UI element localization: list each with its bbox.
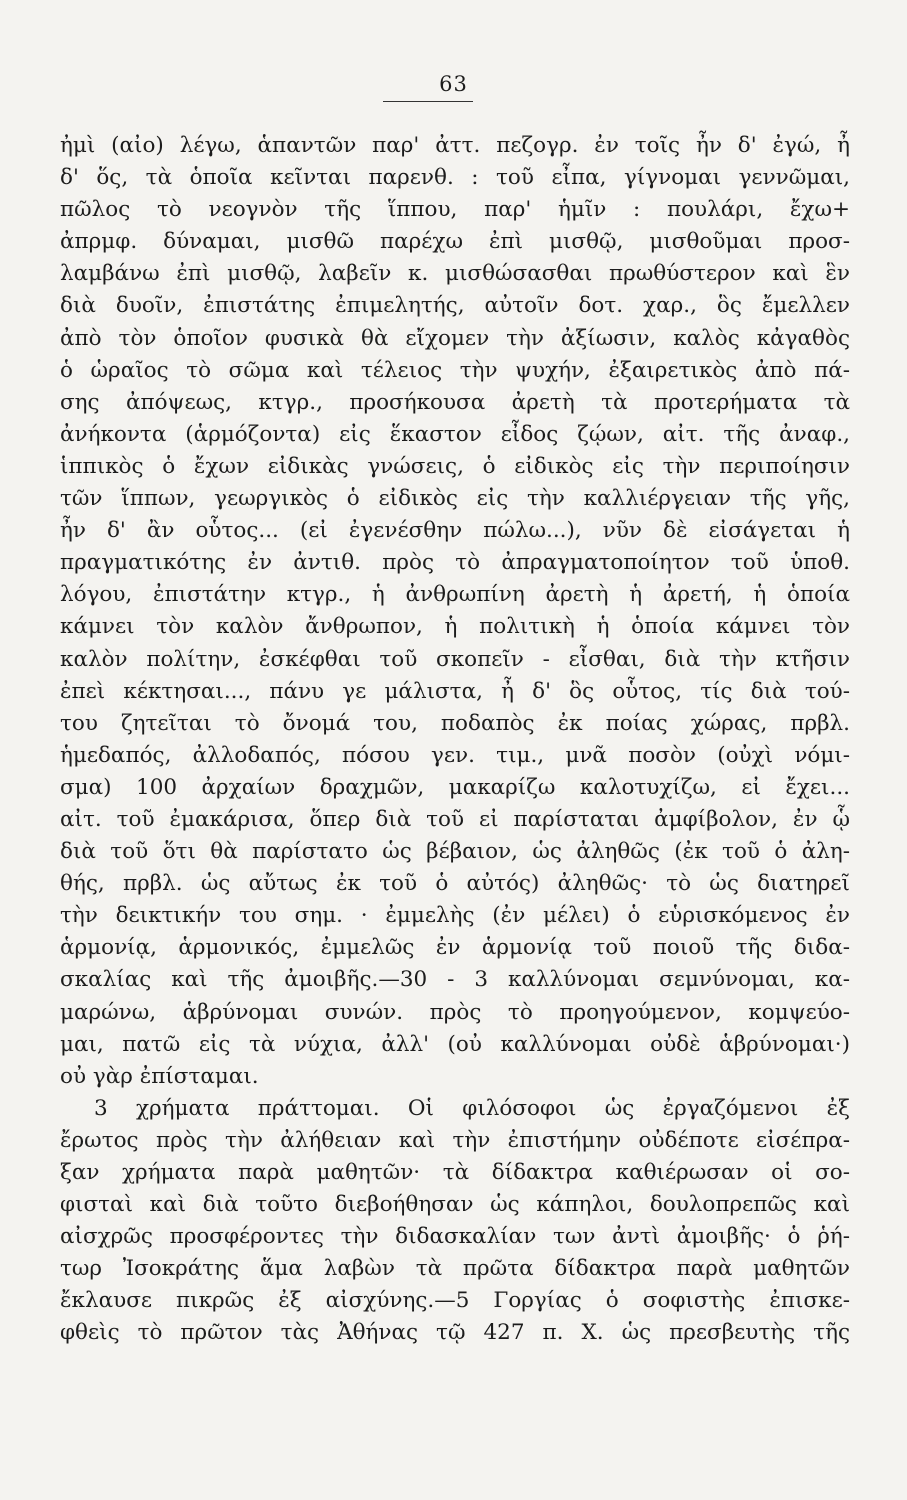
text-line: 3 χρήματα πράττομαι. Οἱ φιλόσοφοι ὡς ἐργαζόμενοι ἐξ <box>94 1095 850 1121</box>
text-line: σης ἀπόψεως, κτγρ., προσήκουσα ἀρετὴ τὰ προτερήματα τὰ <box>60 389 850 415</box>
text-line: ἁρμονίᾳ, ἁρμονικός, ἐμμελῶς ἐν ἁρμονίᾳ τοῦ ποιοῦ τῆς διδα- <box>60 935 850 961</box>
text-line: ἀπὸ τὸν ὁποῖον φυσικὰ θὰ εἴχομεν τὴν ἀξίωσιν, καλὸς κἀγαθὸς <box>60 325 850 351</box>
text-line: ἐπεὶ κέκτησαι..., πάνυ γε μάλιστα, ἦ δ' ὃς οὗτος, τίς διὰ τού- <box>60 678 850 704</box>
text-line: θής, πρβλ. ὡς αὔτως ἐκ τοῦ ὁ αὐτός) ἀληθῶς· τὸ ὡς διατηρεῖ <box>60 871 850 897</box>
text-line: μαρώνω, ἁβρύνομαι συνών. πρὸς τὸ προηγούμενον, κομψεύο- <box>60 999 850 1025</box>
text-line: ἡμεδαπός, ἀλλοδαπός, πόσου γεν. τιμ., μνᾶ ποσὸν (οὐχὶ νόμι- <box>60 742 850 768</box>
text-line: διὰ δυοῖν, ἐπιστάτης ἐπιμελητής, αὐτοῖν δοτ. χαρ., ὃς ἔμελλεν <box>60 293 850 319</box>
text-line: αἰτ. τοῦ ἐμακάρισα, ὅπερ διὰ τοῦ εἰ παρίσταται ἀμφίβολον, ἐν ᾧ <box>60 806 850 832</box>
text-line: ξαν χρήματα παρὰ μαθητῶν· τὰ δίδακτρα καθιέρωσαν οἱ σο- <box>60 1160 850 1185</box>
text-line: οὐ γὰρ ἐπίσταμαι. <box>60 1063 259 1089</box>
text-line: ὁ ὡραῖος τὸ σῶμα καὶ τέλειος τὴν ψυχήν, ἐξαιρετικὸς ἀπὸ πά- <box>60 357 850 383</box>
text-line: του ζητεῖται τὸ ὄνομά του, ποδαπὸς ἐκ ποίας χώρας, πρβλ. <box>60 710 850 736</box>
text-line: ἠμὶ (αἰο) λέγω, ἁπαντῶν παρ' ἀττ. πεζογρ. ἐν τοῖς ἦν δ' ἐγώ, ἦ <box>60 133 850 158</box>
text-line: διὰ τοῦ ὅτι θὰ παρίστατο ὡς βέβαιον, ὡς ἀληθῶς (ἐκ τοῦ ὁ ἀλη- <box>60 839 850 865</box>
page-number: 63 <box>439 72 468 96</box>
text-line: λόγου, ἐπιστάτην κτγρ., ἡ ἀνθρωπίνη ἀρετὴ ἡ ἀρετή, ἡ ὁποία <box>60 582 850 608</box>
text-line: ἦν δ' ἂν οὗτος... (εἰ ἐγενέσθην πώλω...), νῦν δὲ εἰσάγεται ἡ <box>60 518 850 544</box>
text-line: ἀπρμφ. δύναμαι, μισθῶ παρέχω ἐπὶ μισθῷ, μισθοῦμαι προσ- <box>60 229 850 255</box>
text-line: πῶλος τὸ νεογνὸν τῆς ἵππου, παρ' ἡμῖν : πουλάρι, ἔχω+ <box>60 197 850 223</box>
text-line: ἀνήκοντα (ἁρμόζοντα) εἰς ἕκαστον εἶδος ζῴων, αἰτ. τῆς ἀναφ., <box>60 421 850 447</box>
text-line: ἔρωτος πρὸς τὴν ἀλήθειαν καὶ τὴν ἐπιστήμην οὐδέποτε εἰσέπρα- <box>60 1127 850 1153</box>
text-line: αἰσχρῶς προσφέροντες τὴν διδασκαλίαν των ἀντὶ ἀμοιβῆς· ὁ ῥή- <box>60 1224 850 1250</box>
text-line: τὴν δεικτικήν του σημ. · ἐμμελὴς (ἐν μέλει) ὁ εὑρισκόμενος ἐν <box>60 903 850 929</box>
text-line: ἱππικὸς ὁ ἔχων εἰδικὰς γνώσεις, ὁ εἰδικὸς εἰς τὴν περιποίησιν <box>60 453 850 479</box>
page-number-rule <box>383 101 473 102</box>
text-line: καλὸν πολίτην, ἐσκέφθαι τοῦ σκοπεῖν - εἶσθαι, διὰ τὴν κτῆσιν <box>60 646 850 672</box>
text-line: ἔκλαυσε πικρῶς ἐξ αἰσχύνης.—5 Γοργίας ὁ σοφιστὴς ἐπισκε- <box>60 1288 850 1314</box>
text-line: φισταὶ καὶ διὰ τοῦτο διεβοήθησαν ὡς κάπηλοι, δουλοπρεπῶς καὶ <box>60 1192 850 1218</box>
text-line: μαι, πατῶ εἰς τὰ νύχια, ἀλλ' (οὐ καλλύνομαι οὐδὲ ἁβρύνομαι·) <box>60 1031 850 1057</box>
text-line: σκαλίας καὶ τῆς ἀμοιβῆς.—30 - 3 καλλύνομαι σεμνύνομαι, κα- <box>60 967 850 993</box>
text-line: φθεὶς τὸ πρῶτον τὰς Ἀθήνας τῷ 427 π. Χ. ὡς πρεσβευτὴς τῆς <box>60 1320 850 1346</box>
text-line: τῶν ἵππων, γεωργικὸς ὁ εἰδικὸς εἰς τὴν καλλιέργειαν τῆς γῆς, <box>60 486 850 512</box>
text-line: δ' ὅς, τὰ ὁποῖα κεῖνται παρενθ. : τοῦ εἶπα, γίγνομαι γεννῶμαι, <box>60 165 850 191</box>
text-line: πραγματικότης ἐν ἀντιθ. πρὸς τὸ ἀπραγματοποίητον τοῦ ὑποθ. <box>60 550 850 576</box>
text-line: σμα) 100 ἀρχαίων δραχμῶν, μακαρίζω καλοτυχίζω, εἰ ἔχει... <box>60 774 850 800</box>
text-line: λαμβάνω ἐπὶ μισθῷ, λαβεῖν κ. μισθώσασθαι πρωθύστερον καὶ ἓν <box>60 261 850 287</box>
text-line: κάμνει τὸν καλὸν ἄνθρωπον, ἡ πολιτικὴ ἡ ὁποία κάμνει τὸν <box>60 614 850 640</box>
text-line: τωρ Ἰσοκράτης ἅμα λαβὼν τὰ πρῶτα δίδακτρα παρὰ μαθητῶν <box>60 1256 850 1282</box>
commentary-text <box>60 130 850 1350</box>
